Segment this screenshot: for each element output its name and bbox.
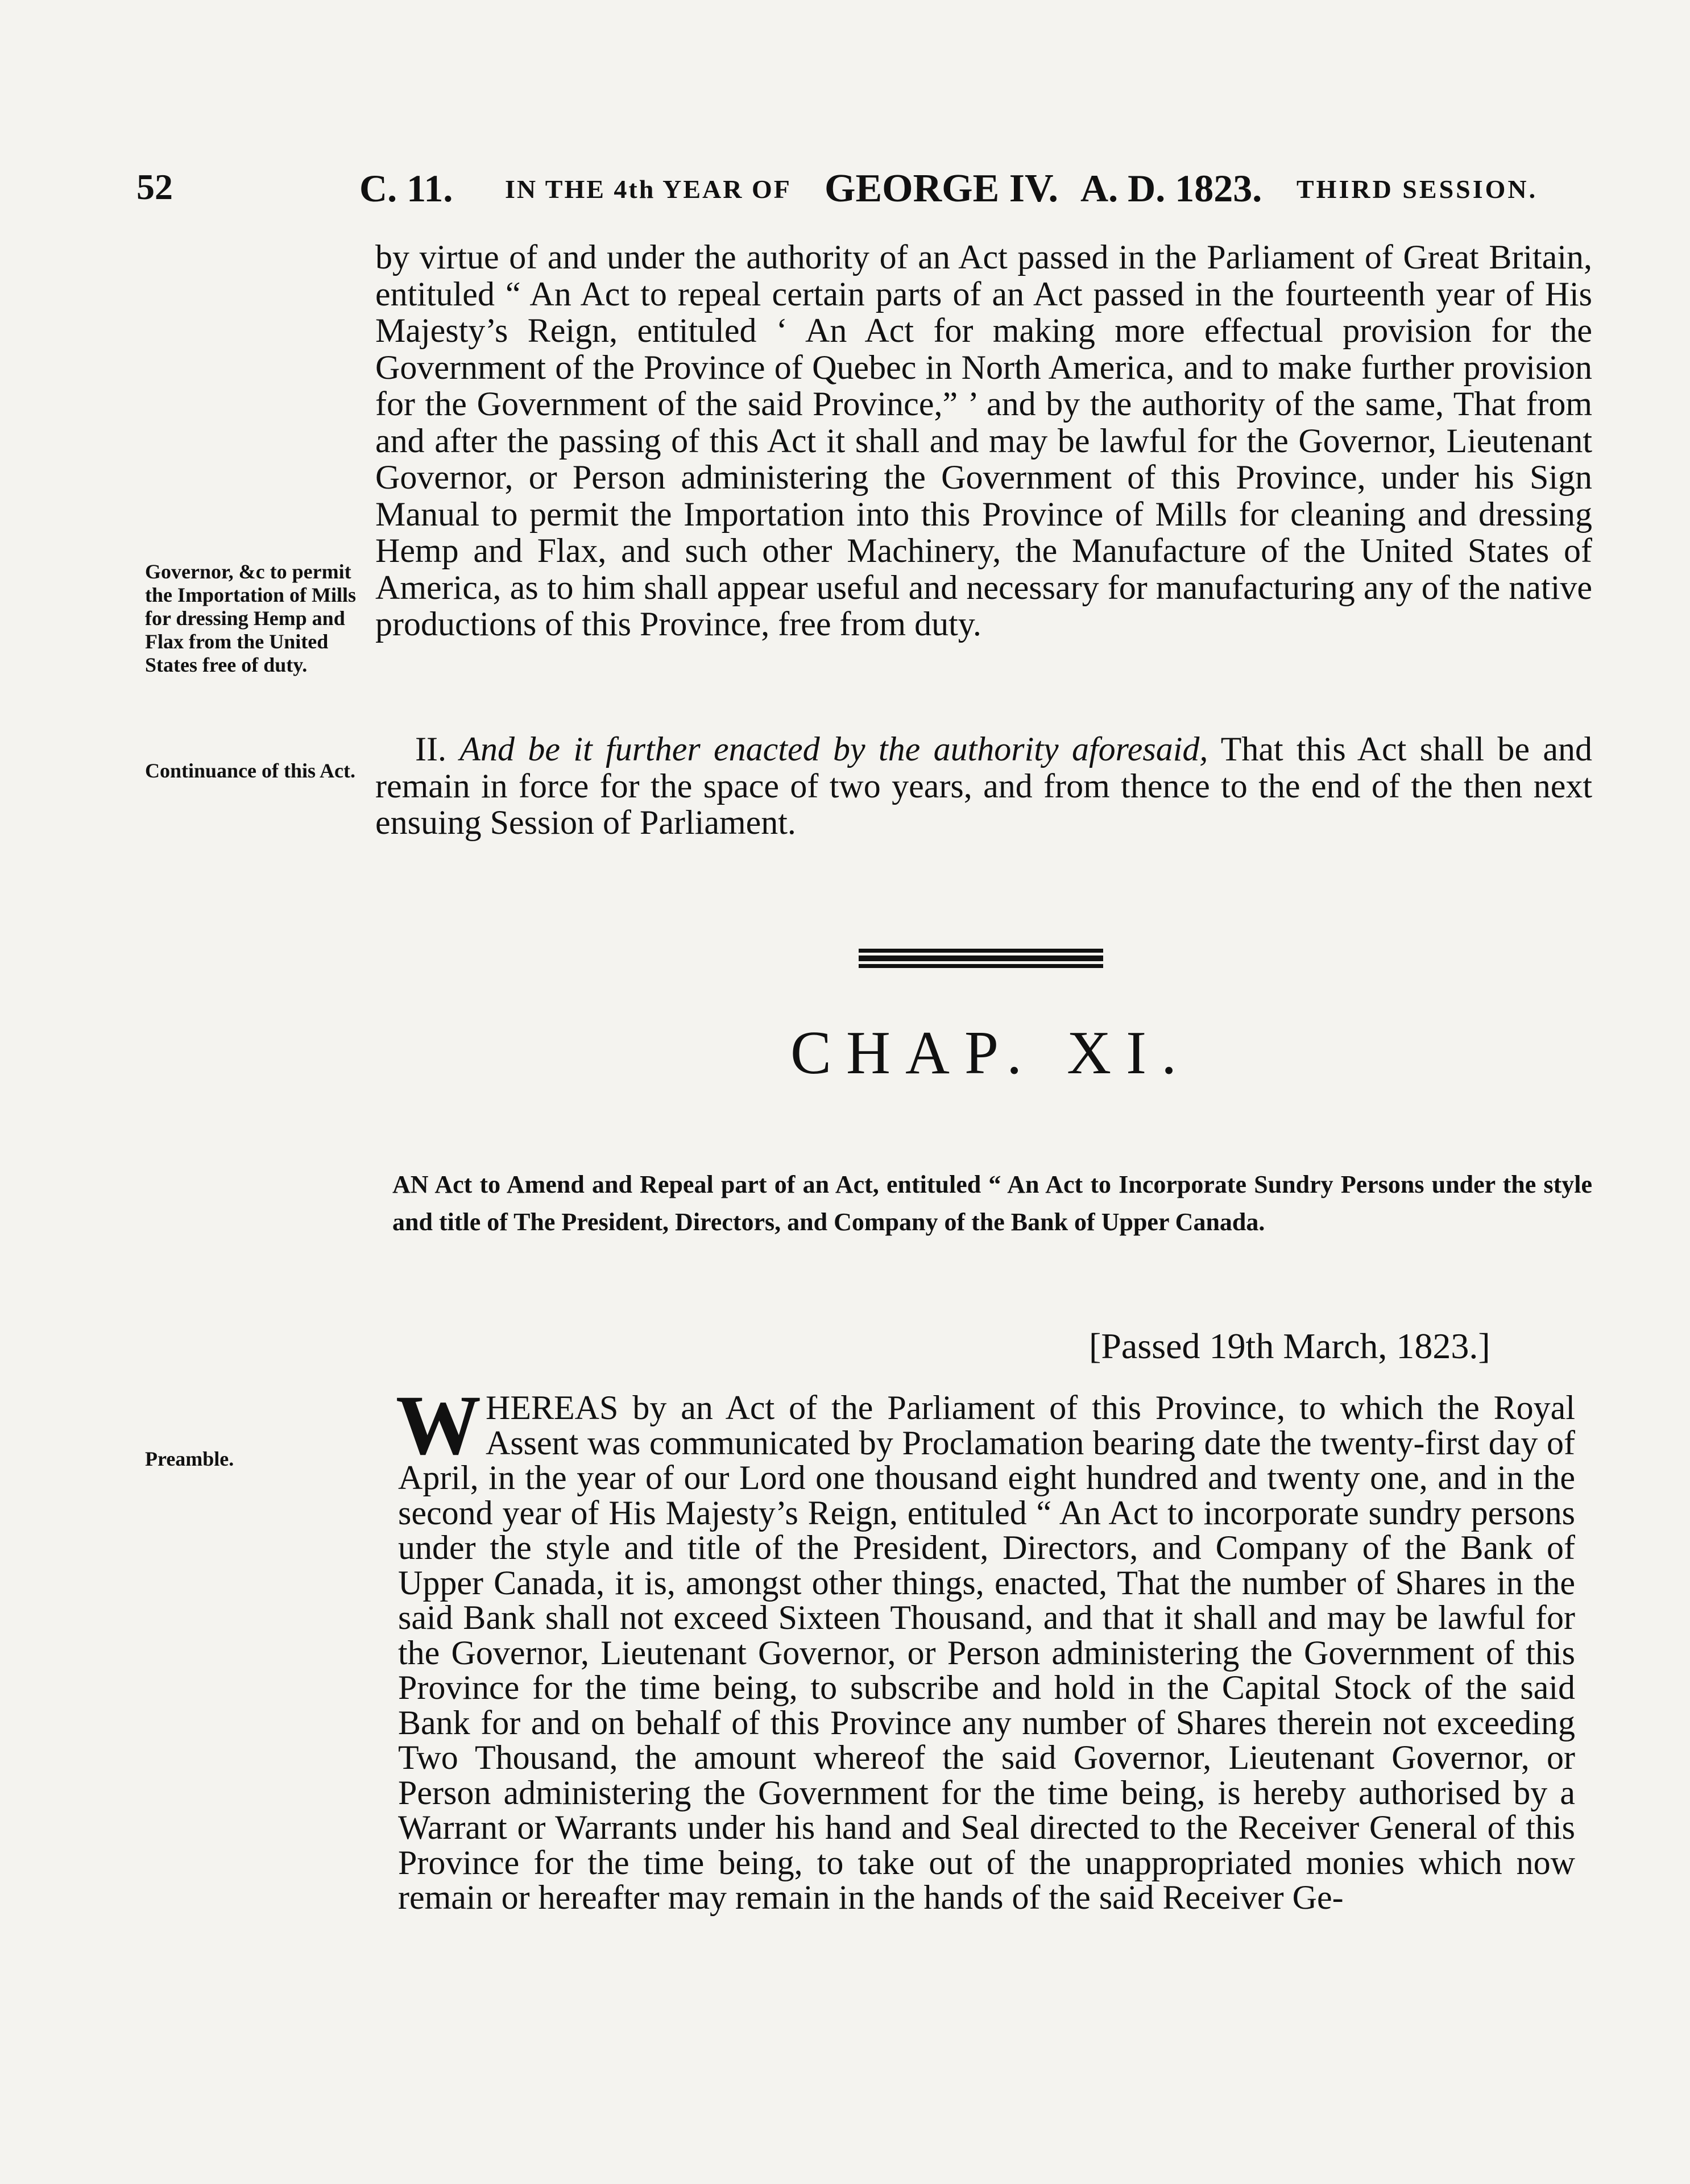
chapter-reference: C. 11. [359, 167, 453, 210]
header-king: GEORGE IV. [825, 167, 1059, 210]
running-header [136, 166, 1615, 217]
act-title: AN Act to Amend and Repeal part of an Act, entituled “ An Act to Incorporate Sundry Persons under the style and title of The President, Directors, and Company of the Bank of Upper Canada. [392, 1170, 1592, 1236]
marginal-note-preamble: Preamble. [145, 1447, 234, 1470]
section-1-paragraph: by virtue of and under the authority of an Act passed in the Parliament of Great Britain, entituled “ An Act to repeal certain parts of an Act passed in the fourteenth year of His Majesty’s Reign, entituled ‘ An Act for making more effectual provision for the Government of the Province of Quebec in North America, and to make further provision for the Government of the said Province,” ’ and by the authority of the same, That from and after the passing of this Act it shall and may be lawful for the Governor, Lieutenant Governor, or Person administering the Government of this Province, under his Sign Manual to permit the Importation into this Province of Mills for cleaning and dressing Hemp and Flax, and such other Machinery, the Manufacture of the United States of America, as to him shall appear useful and necessary for manufacturing any of the native productions of this Province, free from duty. [375, 238, 1592, 643]
section-2-paragraph [375, 731, 1592, 841]
chapter-title: CHAP. XI. [790, 1019, 1192, 1087]
marginal-note-import: Governor, &c to permit the Importation of Mills for dressing Hemp and Flax from the United States free of duty. [145, 560, 356, 676]
section-2-enacting-clause: And be it further enacted by the authority aforesaid, [459, 730, 1208, 768]
preamble-paragraph: HEREAS by an Act of the Parliament of this Province, to which the Royal Assent was communicated by Proclamation bearing date the twenty-first day of April, in the year of our Lord one thousand eight hundred and twenty one, and in the second year of His Majesty’s Reign, entituled “ An Act to incorporate sundry persons under the style and title of the President, Directors, and Company of the Bank of Upper Canada, it is, amongst other things, enacted, That the number of Shares in the said Bank shall not exceed Sixteen Thousand, and that it shall and may be lawful for the Governor, Lieutenant Governor, or Person administering the Government of this Province for the time being, to subscribe and hold in the Capital Stock of the said Bank for and on behalf of this Province any number of Shares therein not exceeding Two Thousand, the amount whereof the said Governor, Lieutenant Governor, or Person administering the Government for the time being, is hereby authorised by a Warrant or Warrants under his hand and Seal directed to the Receiver General of this Province for the time being, to take out of the unappropriated monies which now remain or hereafter may remain in the hands of the said Receiver Ge- [398, 1389, 1575, 1916]
passed-date: [Passed 19th March, 1823.] [1089, 1326, 1490, 1366]
header-session: THIRD SESSION. [1297, 175, 1538, 204]
section-2-text [375, 731, 1592, 841]
header-year-label: IN THE 4th YEAR OF [505, 175, 792, 204]
marginal-note-continuance: Continuance of this Act. [145, 759, 356, 782]
header-year: A. D. 1823. [1080, 167, 1262, 210]
page-number: 52 [136, 167, 173, 207]
section-2-number: II. [415, 730, 446, 768]
section-1-text [375, 239, 1592, 643]
drop-cap: W [396, 1378, 481, 1472]
preamble-text [396, 1378, 1575, 1916]
section-2-body: That this Act shall be and remain in force for the space of two years, and from thence to the end of the then next ensuing Session of Parliament. [375, 730, 1593, 841]
ornamental-rule [859, 949, 1103, 968]
